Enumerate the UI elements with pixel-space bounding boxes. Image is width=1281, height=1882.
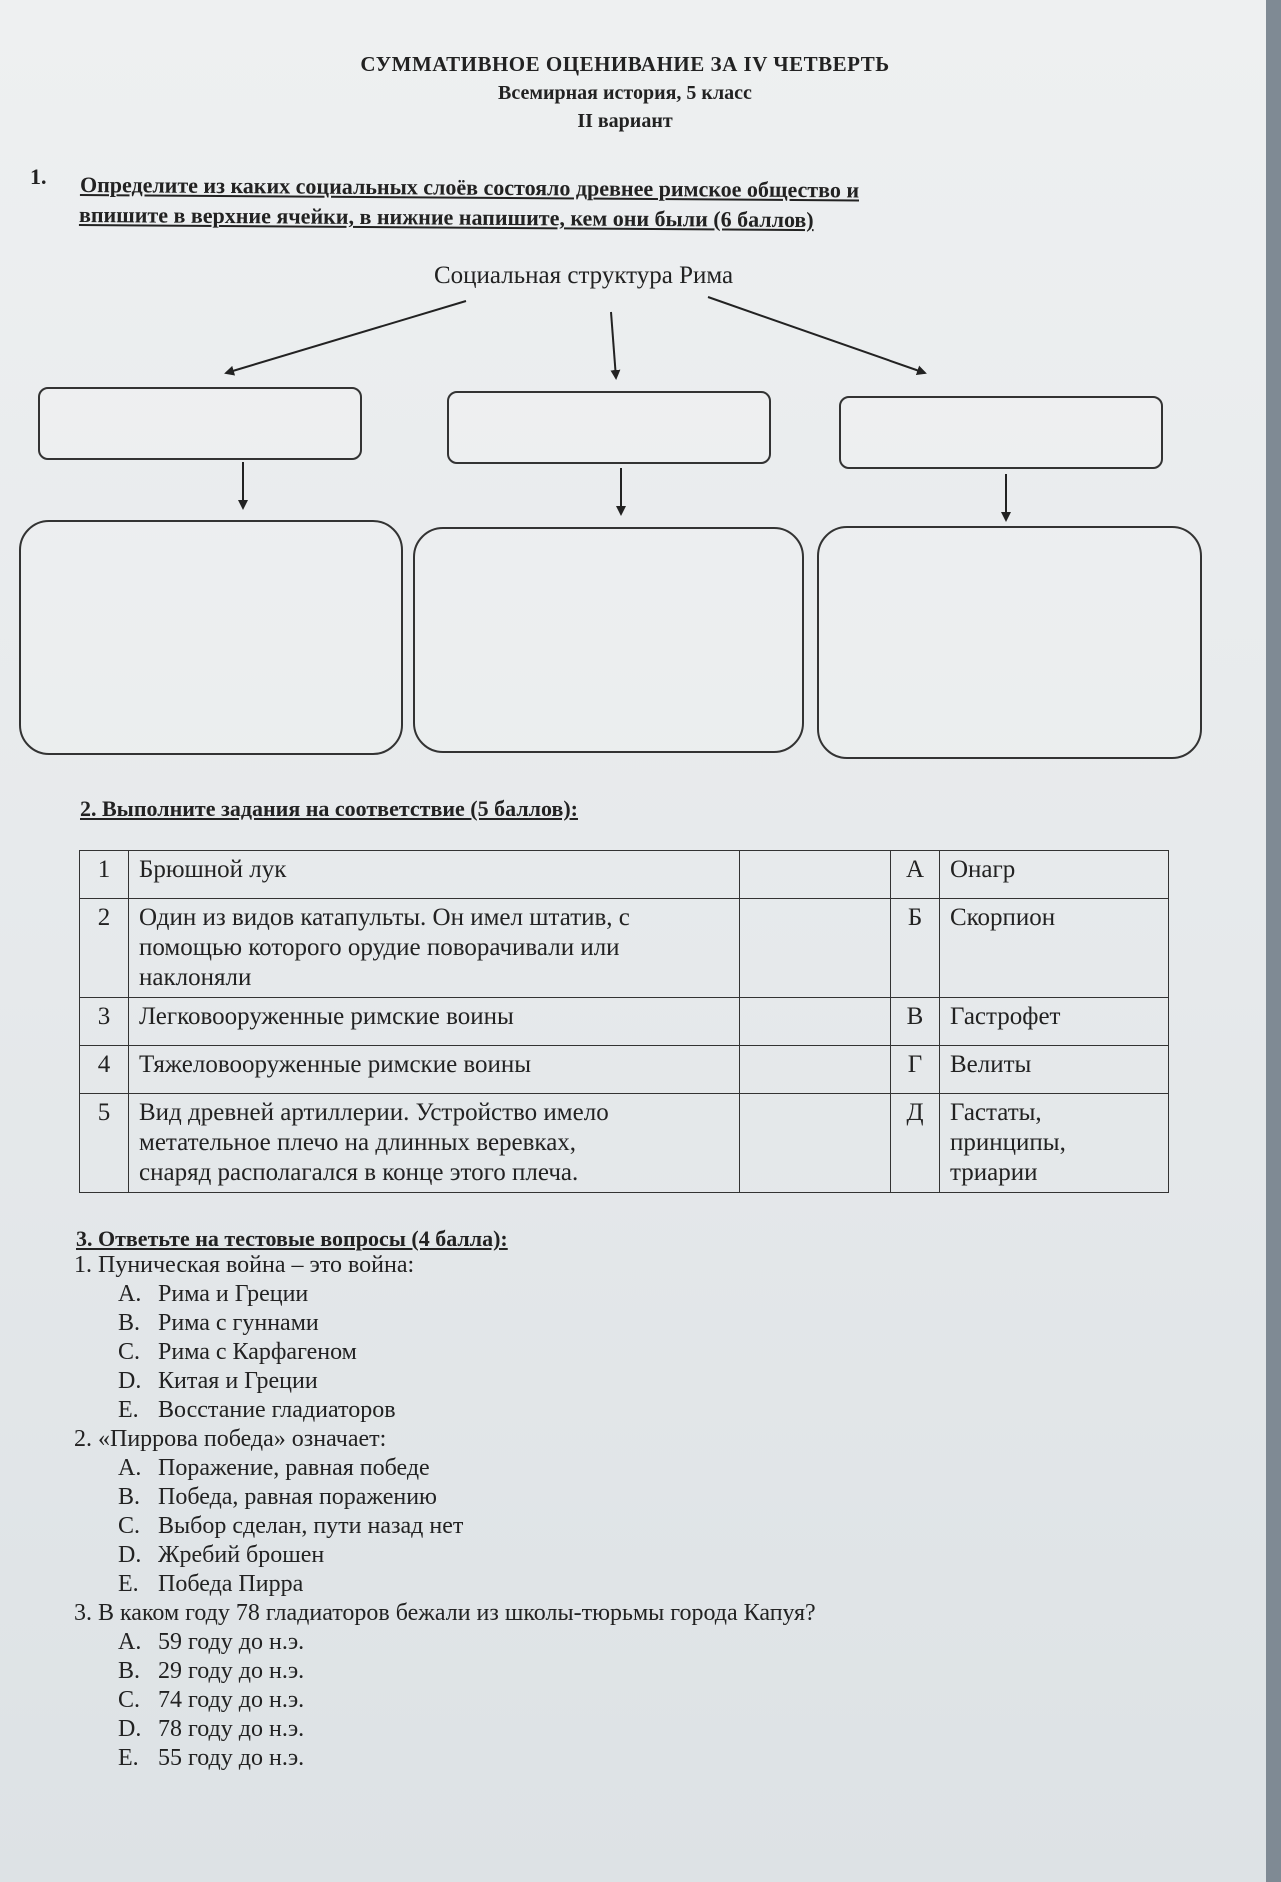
option-text: Рима и Греции	[158, 1281, 309, 1307]
answer-option[interactable]	[118, 1339, 357, 1366]
diagram-title: Социальная структура Рима	[434, 262, 734, 289]
matching-row	[80, 1046, 1169, 1094]
option-term	[940, 899, 1169, 998]
answer-option[interactable]	[118, 1629, 304, 1656]
option-text: Китая и Греции	[158, 1368, 318, 1394]
option-text: 29 году до н.э.	[158, 1658, 305, 1684]
answer-option[interactable]	[118, 1484, 437, 1511]
option-text: 55 году до н.э.	[158, 1745, 305, 1771]
option-key: E.	[118, 1397, 139, 1423]
option-key: B.	[118, 1658, 141, 1684]
answer-option[interactable]	[118, 1542, 324, 1569]
term-line: Скорпион	[950, 904, 1056, 931]
answer-option[interactable]	[118, 1513, 463, 1540]
option-text: Победа Пирра	[158, 1571, 304, 1597]
social-layer-box-3[interactable]	[839, 396, 1163, 469]
option-key: A.	[118, 1281, 142, 1307]
option-key: D.	[118, 1542, 142, 1568]
answer-option[interactable]	[118, 1397, 396, 1424]
item-number: 5	[80, 1094, 129, 1193]
option-term	[940, 851, 1169, 899]
option-text: 78 году до н.э.	[158, 1716, 305, 1742]
diagram-arrows	[0, 0, 1281, 560]
matching-row	[80, 998, 1169, 1046]
task1-instruction-line1: Определите из каких социальных слоёв состояло древнее римское общество и	[79, 172, 860, 203]
subject-line: Всемирная история, 5 класс	[498, 82, 752, 104]
task3-heading: 3. Ответьте на тестовые вопросы (4 балла):	[76, 1226, 508, 1251]
layer-description-box-2[interactable]	[413, 527, 804, 753]
task1-number: 1.	[30, 164, 47, 189]
option-text: Восстание гладиаторов	[158, 1397, 396, 1423]
term-line: Гастрофет	[950, 1003, 1061, 1030]
description-line: Легковооруженные римские воины	[139, 1003, 514, 1030]
matching-row	[80, 851, 1169, 899]
option-term	[940, 998, 1169, 1046]
item-number: 4	[80, 1046, 129, 1094]
answer-cell[interactable]	[740, 899, 891, 998]
term-line: Гастаты,	[950, 1099, 1042, 1126]
item-description	[129, 1094, 740, 1193]
matching-row	[80, 899, 1169, 998]
option-key: A.	[118, 1629, 142, 1655]
term-line: принципы, триарии	[950, 1129, 1066, 1186]
answer-option[interactable]	[118, 1571, 303, 1598]
answer-option[interactable]	[118, 1658, 304, 1685]
option-key: D.	[118, 1368, 142, 1394]
item-description	[129, 1046, 740, 1094]
question-1: 1. Пуническая война – это война:	[74, 1252, 415, 1278]
option-letter: А	[891, 851, 940, 899]
page-title: СУММАТИВНОЕ ОЦЕНИВАНИЕ ЗА IV ЧЕТВЕРТЬ	[360, 52, 890, 76]
option-key: A.	[118, 1455, 142, 1481]
description-line: Тяжеловооруженные римские воины	[139, 1051, 532, 1078]
option-letter: Б	[891, 899, 940, 998]
matching-table	[79, 850, 1169, 1193]
option-text: Рима с Карфагеном	[158, 1339, 357, 1365]
option-letter: В	[891, 998, 940, 1046]
answer-cell[interactable]	[740, 851, 891, 899]
option-term	[940, 1094, 1169, 1193]
description-line: Вид древней артиллерии. Устройство имело	[139, 1099, 609, 1126]
task2-heading: 2. Выполните задания на соответствие (5 баллов):	[80, 796, 578, 821]
answer-option[interactable]	[118, 1368, 318, 1395]
item-number: 1	[80, 851, 129, 899]
description-line: Брюшной лук	[139, 856, 287, 883]
answer-option[interactable]	[118, 1310, 319, 1337]
option-text: Выбор сделан, пути назад нет	[158, 1513, 464, 1539]
option-key: C.	[118, 1339, 141, 1365]
arrow-to-right-box	[708, 297, 925, 373]
option-key: B.	[118, 1484, 141, 1510]
option-key: B.	[118, 1310, 141, 1336]
answer-cell[interactable]	[740, 998, 891, 1046]
answer-option[interactable]	[118, 1281, 308, 1308]
item-description	[129, 851, 740, 899]
option-key: D.	[118, 1716, 142, 1742]
option-key: E.	[118, 1571, 139, 1597]
item-description	[129, 998, 740, 1046]
option-text: 59 году до н.э.	[158, 1629, 305, 1655]
answer-option[interactable]	[118, 1716, 304, 1743]
matching-row	[80, 1094, 1169, 1193]
item-description	[129, 899, 740, 998]
item-number: 3	[80, 998, 129, 1046]
option-letter: Д	[891, 1094, 940, 1193]
item-number: 2	[80, 899, 129, 998]
description-line: помощью которого орудие поворачивали или	[139, 934, 620, 961]
arrow-to-center-box	[611, 312, 616, 378]
task1-instruction-line2: впишите в верхние ячейки, в нижние напишите, кем они были (6 баллов)	[78, 202, 814, 233]
answer-option[interactable]	[118, 1455, 430, 1482]
term-line: Онагр	[950, 856, 1016, 883]
option-letter: Г	[891, 1046, 940, 1094]
description-line: наклоняли	[139, 964, 252, 991]
answer-option[interactable]	[118, 1687, 304, 1714]
option-text: Победа, равная поражению	[158, 1484, 437, 1510]
description-line: метательное плечо на длинных веревках,	[139, 1129, 577, 1156]
option-text: Рима с гуннами	[158, 1310, 319, 1336]
option-text: Жребий брошен	[158, 1542, 325, 1568]
option-key: C.	[118, 1687, 141, 1713]
social-layer-box-1[interactable]	[38, 387, 362, 460]
description-line: снаряд располагался в конце этого плеча.	[139, 1159, 579, 1186]
option-text: Поражение, равная победе	[158, 1455, 430, 1481]
term-line: Велиты	[950, 1051, 1032, 1078]
variant-label: II вариант	[577, 110, 673, 132]
option-term	[940, 1046, 1169, 1094]
question-3: 3. В каком году 78 гладиаторов бежали из школы-тюрьмы города Капуя?	[74, 1600, 816, 1626]
description-line: Один из видов катапульты. Он имел штатив, с	[139, 904, 630, 931]
option-key: E.	[118, 1745, 139, 1771]
answer-cell[interactable]	[740, 1046, 891, 1094]
option-key: C.	[118, 1513, 141, 1539]
answer-cell[interactable]	[740, 1094, 891, 1193]
answer-option[interactable]	[118, 1745, 304, 1772]
question-2: 2. «Пиррова победа» означает:	[74, 1426, 387, 1452]
social-layer-box-2[interactable]	[447, 391, 771, 464]
arrow-to-left-box	[226, 301, 466, 373]
layer-description-box-3[interactable]	[817, 526, 1202, 759]
layer-description-box-1[interactable]	[19, 520, 403, 755]
option-text: 74 году до н.э.	[158, 1687, 305, 1713]
